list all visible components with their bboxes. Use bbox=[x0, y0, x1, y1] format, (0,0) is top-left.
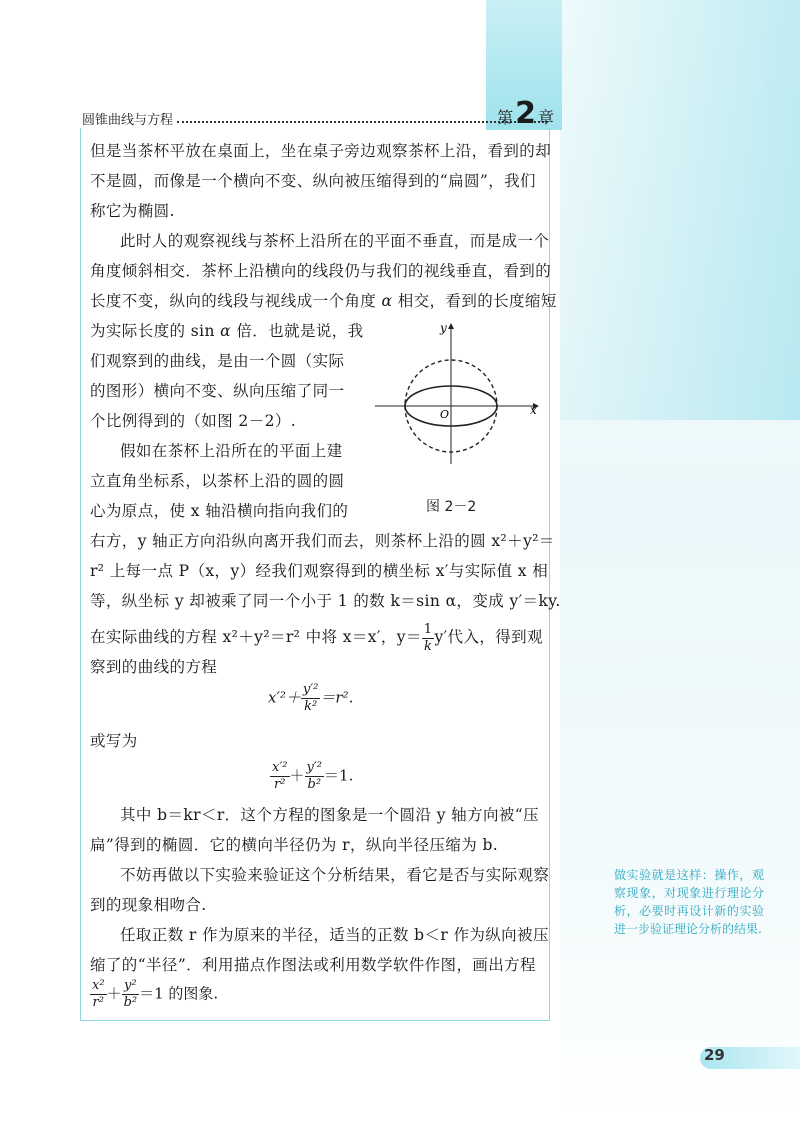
figure-ellipse-circle bbox=[370, 318, 545, 468]
text-line: 在实际曲线的方程 x²＋y²＝r² 中将 x＝x′，y＝ $\frac{1}{k}$ y′代入，得到观 bbox=[90, 621, 543, 654]
section-title: 圆锥曲线与方程 bbox=[82, 113, 174, 128]
text-line: 右方，y 轴正方向沿纵向离开我们而去，则茶杯上沿的圆 x²＋y²＝ bbox=[90, 532, 555, 550]
decorative-background bbox=[560, 0, 800, 1127]
text-line: 此时人的观察视线与茶杯上沿所在的平面不垂直，而是成一个 bbox=[120, 232, 550, 250]
side-note: 做实验就是这样：操作，观察现象，对现象进行理论分析，必要时再设计新的实验进一步验证理论分析的结果. bbox=[614, 868, 764, 936]
text-line: 察到的曲线的方程 bbox=[90, 658, 218, 676]
y-axis-label: y bbox=[440, 321, 447, 335]
header-dots bbox=[177, 120, 548, 123]
text-line: 为实际长度的 sin α 倍．也就是说，我 bbox=[90, 322, 364, 340]
equation-1: x′²＋ $\frac{\text{y′²}}{\text{k²}}$ ＝r². bbox=[268, 682, 354, 714]
text-line: 角度倾斜相交．茶杯上沿横向的线段仍与我们的视线垂直，看到的 bbox=[90, 262, 552, 280]
text-line: 到的现象相吻合. bbox=[90, 896, 207, 914]
text-line: 不是圆，而像是一个横向不变、纵向被压缩得到的“扁圆”，我们 bbox=[90, 172, 536, 190]
text-line: 们观察到的曲线，是由一个圆（实际 bbox=[90, 352, 345, 370]
origin-label: O bbox=[440, 408, 450, 421]
text-line: 任取正数 r 作为原来的半径，适当的正数 b＜r 作为纵向被压 bbox=[120, 926, 549, 944]
text-line: 不妨再做以下实验来验证这个分析结果，看它是否与实际观察 bbox=[120, 866, 550, 884]
equation-2: $\frac{\text{x′²}}{\text{r²}}$ ＋ $\frac{\text{y′²}}{\text{b²}}$ ＝1. bbox=[272, 760, 354, 792]
text-line: 扁”得到的椭圆．它的横向半径仍为 r，纵向半径压缩为 b. bbox=[90, 836, 499, 854]
chapter-label: 第2 章 bbox=[497, 96, 554, 131]
text-line: 长度不变，纵向的线段与视线成一个角度 α 相交，看到的长度缩短 bbox=[90, 292, 557, 310]
text-line: 等，纵坐标 y 却被乘了同一个小于 1 的数 k＝sin α，变成 y′＝ky. bbox=[90, 592, 561, 610]
text-line: 的图形）横向不变、纵向压缩了同一 bbox=[90, 382, 345, 400]
text-line: 缩了的“半径”．利用描点作图法或利用数学软件作图，画出方程 bbox=[90, 956, 536, 974]
text-line: 假如在茶杯上沿所在的平面上建 bbox=[120, 442, 343, 460]
equation-3: $\frac{\text{x²}}{\text{r²}}$ ＋ $\frac{\text{y²}}{\text{b²}}$ ＝1 的图象. bbox=[92, 978, 219, 1010]
page-number: 29 bbox=[704, 1046, 725, 1064]
text-line: 其中 b＝kr＜r．这个方程的图象是一个圆沿 y 轴方向被“压 bbox=[120, 806, 539, 824]
text-line: 称它为椭圆. bbox=[90, 202, 175, 220]
page-header bbox=[82, 96, 554, 131]
text-line: 立直角坐标系，以茶杯上沿的圆的圆 bbox=[90, 472, 345, 490]
fraction: $\frac{1}{k}$ bbox=[423, 621, 433, 654]
text-line: 但是当茶杯平放在桌面上，坐在桌子旁边观察茶杯上沿，看到的却 bbox=[90, 142, 552, 160]
text-line: 心为原点，使 x 轴沿横向指向我们的 bbox=[90, 502, 349, 520]
text-line: 个比例得到的（如图 2－2）. bbox=[90, 412, 297, 430]
text-line: r² 上每一点 P（x，y）经我们观察得到的横坐标 x′与实际值 x 相 bbox=[90, 562, 549, 580]
figure-caption: 图 2－2 bbox=[426, 499, 477, 515]
text-line: 或写为 bbox=[90, 732, 138, 750]
x-axis-label: x bbox=[530, 403, 537, 417]
